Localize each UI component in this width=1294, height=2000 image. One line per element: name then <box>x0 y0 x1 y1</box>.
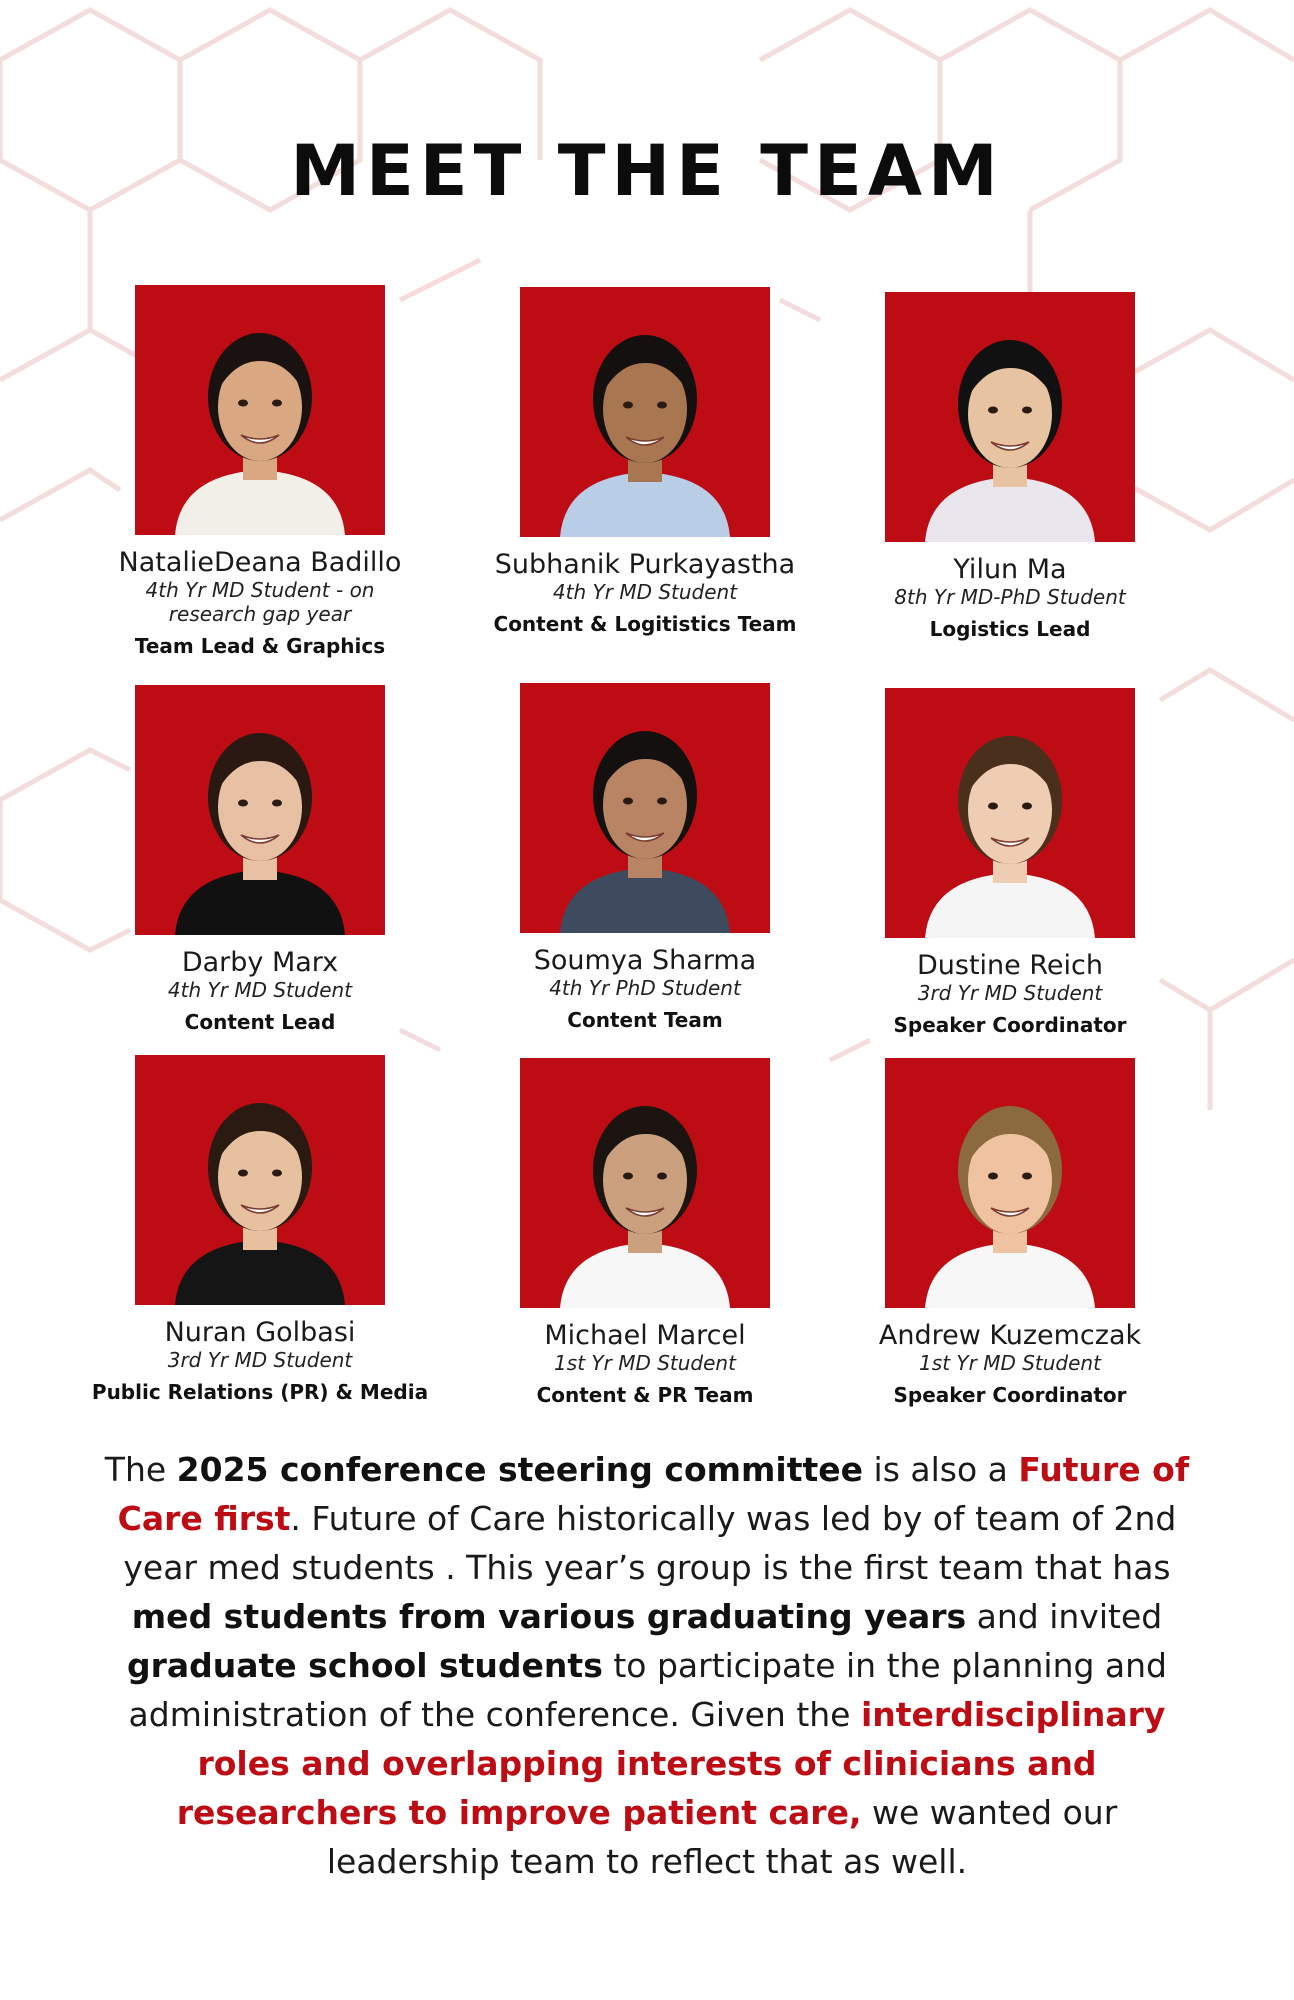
member-year: 4th Yr MD Student <box>167 978 353 1002</box>
member-photo <box>885 292 1135 542</box>
member-name: Yilun Ma <box>953 554 1067 585</box>
member-year: 3rd Yr MD Student <box>167 1348 353 1372</box>
team-member-card <box>475 1058 815 1407</box>
member-year: 4th Yr PhD Student <box>549 976 741 1000</box>
member-role: Team Lead & Graphics <box>134 634 386 658</box>
member-name: Michael Marcel <box>544 1320 746 1351</box>
member-photo <box>885 688 1135 938</box>
team-member-card <box>475 683 815 1032</box>
team-member-card <box>840 292 1180 641</box>
member-year: 8th Yr MD-PhD Student <box>894 585 1126 609</box>
team-member-card <box>475 287 815 636</box>
member-name: Andrew Kuzemczak <box>878 1320 1142 1351</box>
highlight-future-of-care-first: Future of Care first <box>117 1450 1190 1538</box>
highlight-med-students: med students from various graduating years <box>131 1597 967 1636</box>
member-role: Content & PR Team <box>536 1383 754 1407</box>
member-year: 1st Yr MD Student <box>919 1351 1101 1375</box>
highlight-graduate-students: graduate school students <box>126 1646 603 1685</box>
portrait-illustration <box>885 1058 1135 1308</box>
member-role: Public Relations (PR) & Media <box>91 1380 429 1404</box>
member-role: Content Lead <box>184 1010 336 1034</box>
portrait-illustration <box>520 1058 770 1308</box>
portrait-illustration <box>135 1055 385 1305</box>
team-member-card <box>90 685 430 1034</box>
team-member-card <box>840 688 1180 1037</box>
team-member-card <box>90 285 430 658</box>
portrait-illustration <box>135 285 385 535</box>
page-title: MEET THE TEAM <box>290 130 1004 212</box>
member-role: Content Team <box>567 1008 723 1032</box>
member-photo <box>520 683 770 933</box>
member-name: Soumya Sharma <box>533 945 757 976</box>
highlight-interdisciplinary-roles: interdisciplinary roles and overlapping interests of clinicians and researchers to improve patient care, <box>176 1695 1166 1832</box>
member-role: Speaker Coordinator <box>893 1383 1127 1407</box>
portrait-illustration <box>135 685 385 935</box>
member-year: 1st Yr MD Student <box>554 1351 736 1375</box>
member-name: Subhanik Purkayastha <box>494 549 796 580</box>
portrait-illustration <box>520 287 770 537</box>
member-name: Darby Marx <box>181 947 339 978</box>
member-photo <box>135 285 385 535</box>
member-role: Logistics Lead <box>929 617 1091 641</box>
member-name: NatalieDeana Badillo <box>118 547 402 578</box>
member-year: 4th Yr MD Student - on research gap year <box>145 578 375 626</box>
member-photo <box>135 685 385 935</box>
team-member-card <box>90 1055 430 1404</box>
member-year: 4th Yr MD Student <box>552 580 738 604</box>
highlight-steering-committee: 2025 conference steering committee <box>176 1450 864 1489</box>
member-name: Nuran Golbasi <box>164 1317 356 1348</box>
member-photo <box>520 287 770 537</box>
member-role: Speaker Coordinator <box>893 1013 1127 1037</box>
member-photo <box>520 1058 770 1308</box>
committee-description: The 2025 conference steering committee is also a Future of Care first. Future of Care historically was led by of team of 2nd year med students . This year’s group is the first team that has med students from various graduating years and invited graduate school students to participate in the planning and administration of the conference. Given the interdisciplinary roles and overlapping interests of clinicians and researchers to improve patient care, we wanted our leadership team to reflect that as well. <box>104 1450 1190 1881</box>
member-photo <box>885 1058 1135 1308</box>
member-photo <box>135 1055 385 1305</box>
portrait-illustration <box>885 292 1135 542</box>
portrait-illustration <box>520 683 770 933</box>
member-name: Dustine Reich <box>917 950 1103 981</box>
portrait-illustration <box>885 688 1135 938</box>
member-role: Content & Logitistics Team <box>493 612 797 636</box>
team-member-card <box>840 1058 1180 1407</box>
member-year: 3rd Yr MD Student <box>917 981 1103 1005</box>
